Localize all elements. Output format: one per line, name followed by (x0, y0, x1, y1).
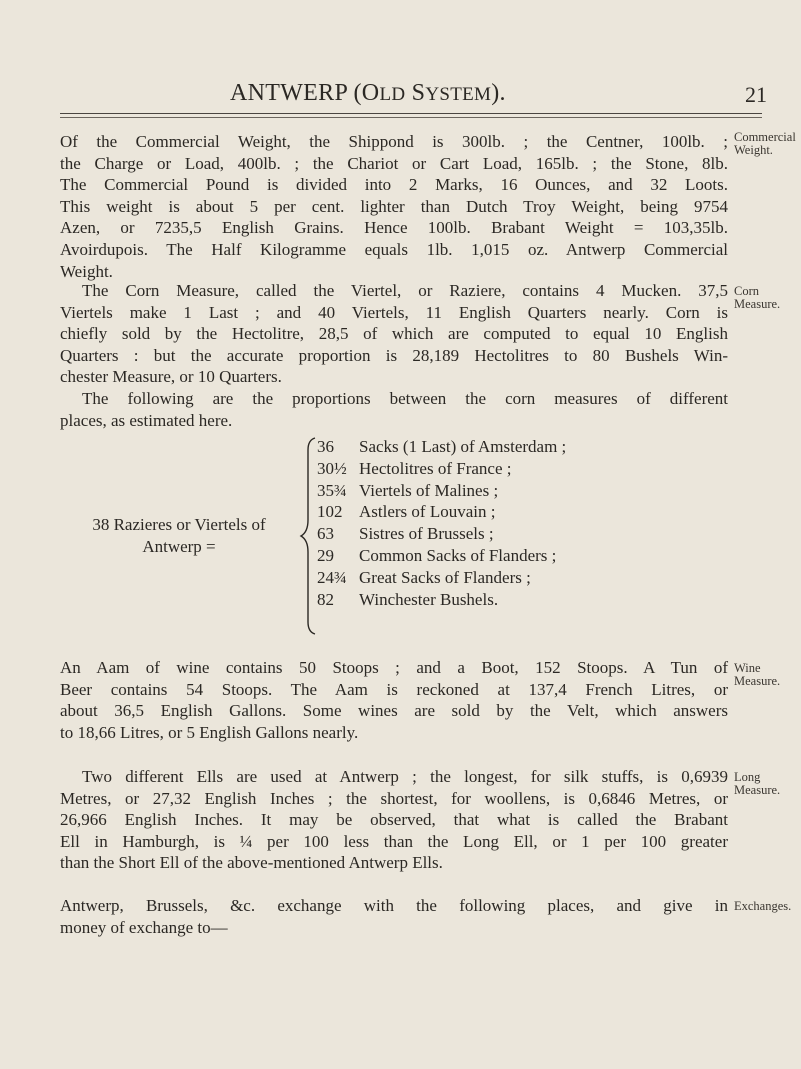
table-left-label: 38 Razieres or Viertels of Antwerp = (92, 515, 266, 556)
page-number: 21 (745, 82, 767, 107)
long-measure-paragraph: Two different Ells are used at Antwerp ; the longest, for silk stuffs, is 0,6939 Metres, or 27,32 English Inches ; the shortest, for woollens, is 0,6846 Metres, or 26,966 English Inches. It may be observed, that what is called the Brabant Ell in Hamburgh, is ¼ per 100 less than the Long Ell, or 1 per 100 greater than the Short Ell of the above-mentioned Antwerp Ells. (60, 767, 728, 873)
table-row: 36 Sacks (1 Last) of Amsterdam ; (317, 437, 567, 456)
table-row: 102 Astlers of Louvain ; (317, 502, 496, 522)
margin-note-exchanges: Exchanges. (734, 899, 792, 913)
table-row: 30½ Hectolitres of France ; (317, 458, 512, 478)
commercial-weight-paragraph: Of the Commercial Weight, the Shippond is 300lb. ; the Centner, 100lb. ; the Charge or Load, 400lb. ; the Chariot or Cart Load, 165lb. ; the Stone, 8lb. The Commercial Pound is divided into 2 Marks, 16 Ounces, and 32 Loots. This weight is about 5 per cent. lighter than Dutch Troy Weight, being 9754 Azen, or 7235,5 English Grains. Hence 100lb. Brabant Weight = 103,35lb. Avoirdupois. The Half Kilogramme equals 1lb. 1,015 oz. Antwerp Commercial Weight. (60, 132, 728, 281)
table-row: 35¾ Viertels of Malines ; (317, 480, 499, 500)
table-row: 82 Winchester Bushels. (317, 589, 499, 609)
header-rule (60, 113, 762, 118)
curly-brace (298, 436, 318, 636)
corn-measure-paragraph: The Corn Measure, called the Viertel, or Raziere, contains 4 Mucken. 37,5 Viertels make 1 Last ; and 40 Viertels, 11 English Quarters nearly. Corn is chiefly sold by the Hectolitre, 28,5 of which are computed to equal 10 English Quarters : but the accurate proportion is 28,189 Hectolitres to 80 Bushels Win- chester Measure, or 10 Quarters. The following are the proportions between the corn measures of different places, as estimated here. (60, 281, 728, 430)
corn-proportions-table (60, 436, 728, 636)
margin-note-wine-measure: Wine Measure. (734, 661, 781, 688)
page-title: ANTWERP (OLD SYSTEM). (230, 80, 506, 106)
table-rows (317, 436, 566, 610)
table-row: 63 Sistres of Brussels ; (317, 524, 494, 544)
margin-note-commercial-weight: Commercial Weight. (734, 130, 796, 157)
margin-note-corn-measure: Corn Measure. (734, 284, 781, 311)
table-row: 29 Common Sacks of Flanders ; (317, 545, 557, 565)
exchanges-paragraph: Antwerp, Brussels, &c. exchange with the following places, and give in money of exchange to— (60, 896, 728, 937)
margin-note-long-measure: Long Measure. (734, 770, 781, 797)
running-header (0, 80, 801, 110)
wine-measure-paragraph: An Aam of wine contains 50 Stoops ; and a Boot, 152 Stoops. A Tun of Beer contains 54 Stoops. The Aam is reckoned at 137,4 French Litres, or about 36,5 English Gallons. Some wines are sold by the Velt, which answers to 18,66 Litres, or 5 English Gallons nearly. (60, 658, 728, 742)
table-row: 24¾ Great Sacks of Flanders ; (317, 567, 531, 587)
